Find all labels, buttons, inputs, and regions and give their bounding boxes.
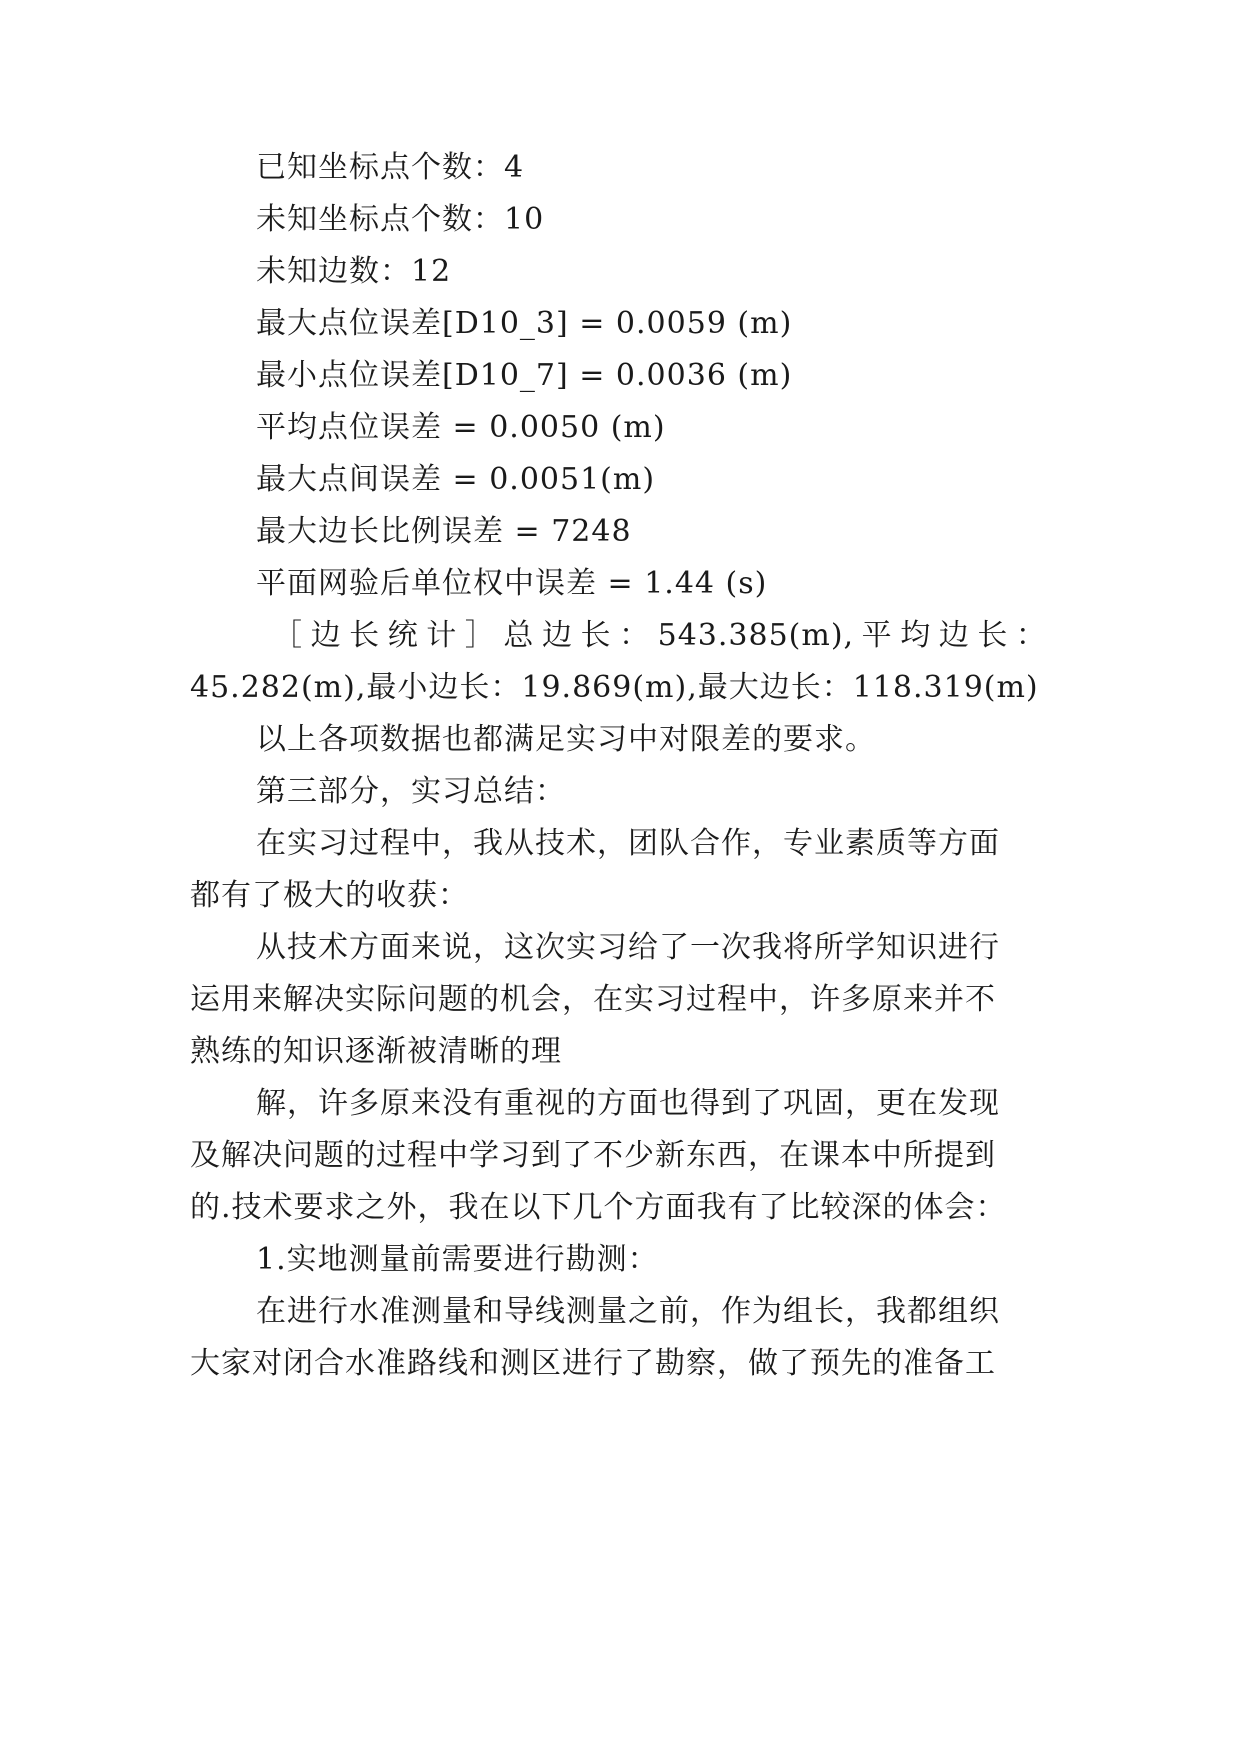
unknown-points-count: 未知坐标点个数：10 — [256, 202, 545, 237]
edge-stats-part: 统 — [387, 618, 419, 653]
edge-stats-part: 计 — [426, 618, 458, 653]
understand-line-1: 解，许多原来没有重视的方面也得到了巩固，更在发现 — [256, 1086, 1000, 1121]
edge-stats-part: ： — [619, 618, 651, 653]
avg-point-error: 平均点位误差 = 0.0050 (m) — [256, 410, 666, 445]
tech-line-1: 从技术方面来说，这次实习给了一次我将所学知识进行 — [256, 930, 1000, 965]
unknown-edges-count: 未知边数：12 — [256, 254, 452, 289]
edge-stats-part: 总 — [503, 618, 535, 653]
summary-line-1: 在实习过程中，我从技术，团队合作，专业素质等方面 — [256, 826, 1000, 861]
max-edge-ratio-error: 最大边长比例误差 = 7248 — [256, 514, 632, 549]
understand-line-3: 的.技术要求之外，我在以下几个方面我有了比较深的体会： — [190, 1190, 1007, 1225]
edge-stats-part: ］ — [464, 618, 496, 653]
survey-line-1: 在进行水准测量和导线测量之前，作为组长，我都组织 — [256, 1294, 1000, 1329]
survey-line-2: 大家对闭合水准路线和测区进行了勘察，做了预先的准备工 — [190, 1346, 996, 1381]
tech-line-3: 熟练的知识逐渐被清晰的理 — [190, 1034, 562, 1069]
understand-line-2: 及解决问题的过程中学习到了不少新东西，在课本中所提到 — [190, 1138, 996, 1173]
tech-line-2: 运用来解决实际问题的机会，在实习过程中，许多原来并不 — [190, 982, 996, 1017]
max-inter-point-error: 最大点间误差 = 0.0051(m) — [256, 462, 656, 497]
edge-stats-part: 长 — [349, 618, 381, 653]
edge-stats-part: 平 — [861, 618, 893, 653]
edge-stats-part: ： — [1015, 618, 1047, 653]
edge-stats-part: 543.385(m), — [657, 618, 855, 653]
summary-line-2: 都有了极大的收获： — [190, 878, 469, 913]
min-point-error: 最小点位误差[D10_7] = 0.0036 (m) — [256, 358, 793, 393]
edge-stats-part: 边 — [310, 618, 342, 653]
part3-heading: 第三部分，实习总结： — [256, 774, 566, 809]
edge-stats-part: 长 — [977, 618, 1009, 653]
edge-stats-part: ［ — [272, 618, 303, 653]
max-point-error: 最大点位误差[D10_3] = 0.0059 (m) — [256, 306, 793, 341]
edge-stats-part: 边 — [938, 618, 970, 653]
edge-stats-part: 边 — [541, 618, 573, 653]
known-points-count: 已知坐标点个数：4 — [256, 150, 525, 185]
edge-stats-line-1 — [272, 616, 1047, 656]
requirement-paragraph: 以上各项数据也都满足实习中对限差的要求。 — [256, 722, 876, 757]
point1-heading: 1.实地测量前需要进行勘测： — [256, 1242, 659, 1277]
unit-weight-error: 平面网验后单位权中误差 = 1.44 (s) — [256, 566, 768, 601]
edge-stats-part: 均 — [900, 618, 932, 653]
edge-stats-part: 长 — [580, 618, 612, 653]
edge-stats-line-2: 45.282(m),最小边长：19.869(m),最大边长：118.319(m) — [190, 670, 1039, 705]
